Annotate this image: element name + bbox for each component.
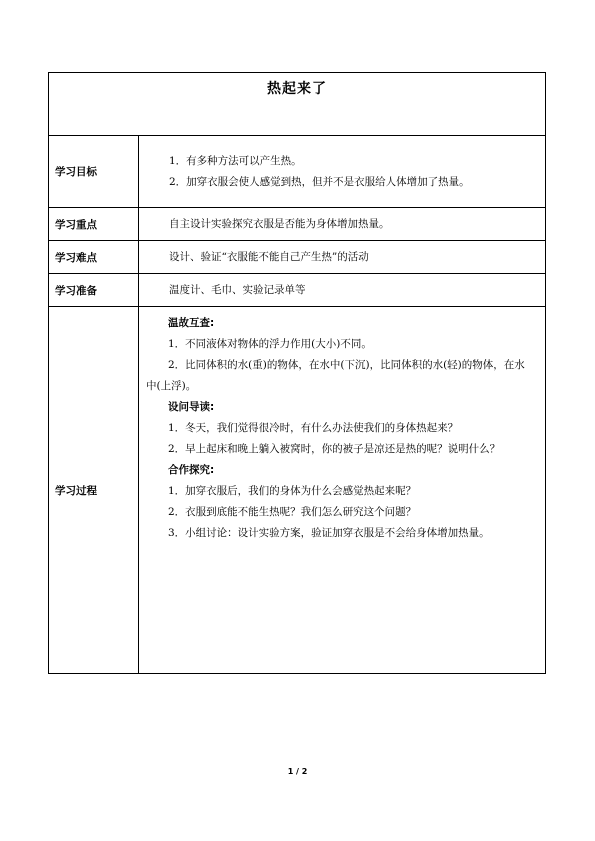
title-cell: [49, 73, 546, 136]
process-row: [49, 307, 546, 674]
key-point-content: [139, 208, 546, 241]
review-heading: 温故互查:: [168, 317, 215, 329]
review-item: 2．比同体积的水(重)的物体，在水中(下沉)，比同体积的水(轻)的物体，在水中(上浮)。: [146, 359, 525, 392]
key-point-text: 自主设计实验探究衣服是否能为身体增加热量。: [169, 217, 390, 230]
page-number: 1 / 2: [287, 767, 308, 776]
preparation-text: 温度计、毛巾、实验记录单等: [169, 283, 306, 296]
lesson-plan-table: [48, 72, 546, 674]
process-content: [139, 307, 546, 674]
cooperative-inquiry-heading: 合作探究:: [168, 464, 215, 476]
difficulty-text: 设计、验证“衣服能不能自己产生热”的活动: [169, 250, 369, 263]
goals-row: [49, 136, 546, 208]
review-item: 1．不同液体对物体的浮力作用(大小)不同。: [168, 338, 372, 350]
guided-questions-heading: 设问导读:: [168, 401, 215, 413]
inquiry-item: 2．衣服到底能不能生热呢？我们怎么研究这个问题？: [168, 506, 417, 518]
page-title: 热起来了: [267, 81, 327, 97]
preparation-row: [49, 274, 546, 307]
key-point-label: 学习重点: [49, 208, 139, 241]
key-point-row: [49, 208, 546, 241]
goals-label: 学习目标: [49, 136, 139, 208]
difficulty-content: [139, 241, 546, 274]
inquiry-item: 1．加穿衣服后，我们的身体为什么会感觉热起来呢？: [168, 485, 417, 497]
process-label: 学习过程: [49, 307, 139, 674]
guided-question-item: 2．早上起床和晚上躺入被窝时，你的被子是凉还是热的呢？说明什么？: [168, 443, 501, 455]
title-row: [49, 73, 546, 136]
difficulty-label: 学习难点: [49, 241, 139, 274]
guided-question-item: 1．冬天，我们觉得很冷时，有什么办法使我们的身体热起来？: [168, 422, 459, 434]
goals-content: [139, 136, 546, 208]
goal-item: 2．加穿衣服会使人感觉到热，但并不是衣服给人体增加了热量。: [169, 175, 470, 188]
preparation-label: 学习准备: [49, 274, 139, 307]
difficulty-row: [49, 241, 546, 274]
goal-item: 1．有多种方法可以产生热。: [169, 154, 302, 167]
preparation-content: [139, 274, 546, 307]
inquiry-item: 3．小组讨论：设计实验方案，验证加穿衣服是不会给身体增加热量。: [168, 527, 490, 539]
